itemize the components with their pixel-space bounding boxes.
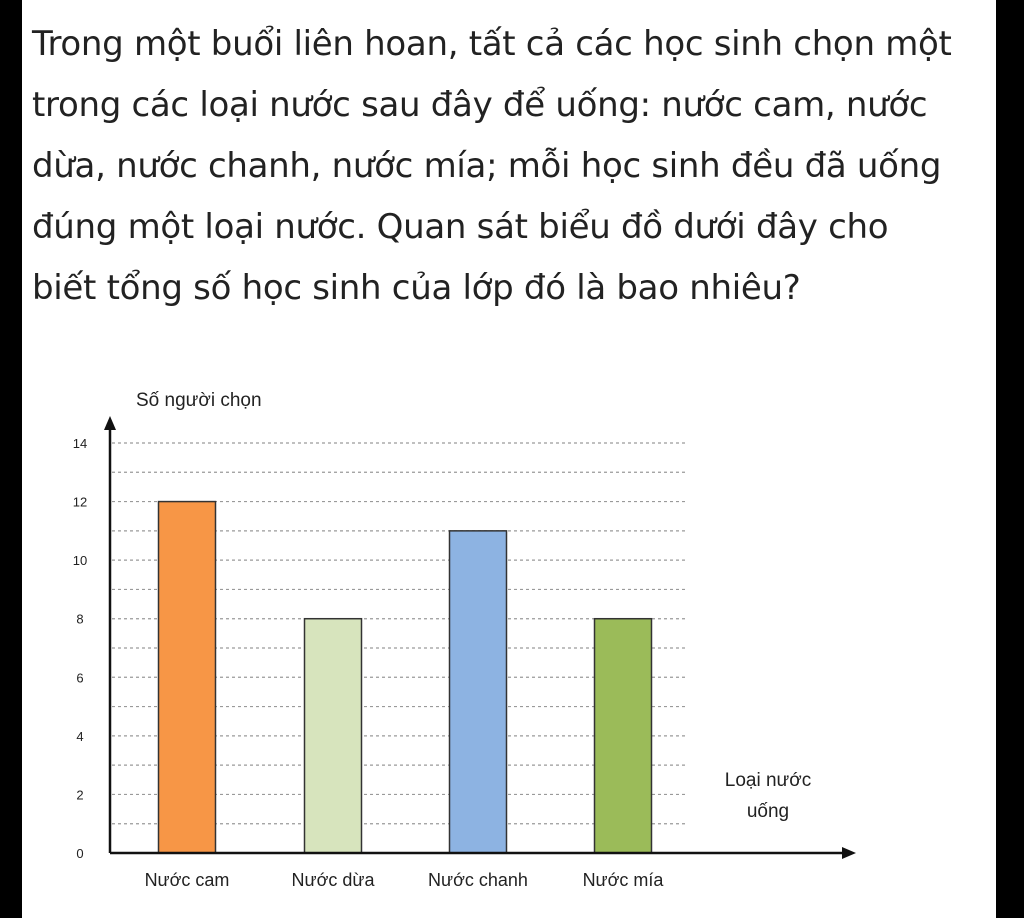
x-axis-arrow xyxy=(842,847,856,859)
x-tick-label: Nước cam xyxy=(144,870,230,890)
question-text: Trong một buổi liên hoan, tất cả các học sinh chọn một trong các loại nước sau đây để uống: nước cam, nước dừa, nước chanh, nước mía; mỗi học sinh đều đã uống đúng một loại nước. Quan sát biểu đồ dưới đây cho biết tổng số học sinh của lớp đó là bao nhiêu? xyxy=(32,24,952,308)
y-axis-title: Số người chọn xyxy=(136,390,262,411)
x-tick-label: Nước dừa xyxy=(291,870,375,890)
y-tick-label: 2 xyxy=(76,787,84,803)
y-tick-label: 0 xyxy=(76,846,84,861)
x-axis-title-line-2: uống xyxy=(746,801,790,822)
bar xyxy=(305,619,362,853)
y-tick-label: 14 xyxy=(72,436,88,451)
y-tick-label: 12 xyxy=(72,494,88,510)
x-tick-labels xyxy=(145,870,665,890)
x-tick-label: Nước mía xyxy=(582,870,664,890)
bar xyxy=(159,502,216,853)
y-tick-label: 4 xyxy=(76,728,84,744)
y-tick-label: 10 xyxy=(72,553,88,569)
y-tick-label: 8 xyxy=(76,611,84,627)
bar xyxy=(595,619,652,853)
bar xyxy=(450,531,507,853)
y-tick-label: 6 xyxy=(76,670,84,686)
y-tick-labels xyxy=(73,436,87,861)
x-tick-label: Nước chanh xyxy=(428,870,528,890)
y-axis-arrow xyxy=(104,416,116,430)
x-axis-title-line-1: Loại nước xyxy=(724,770,812,791)
